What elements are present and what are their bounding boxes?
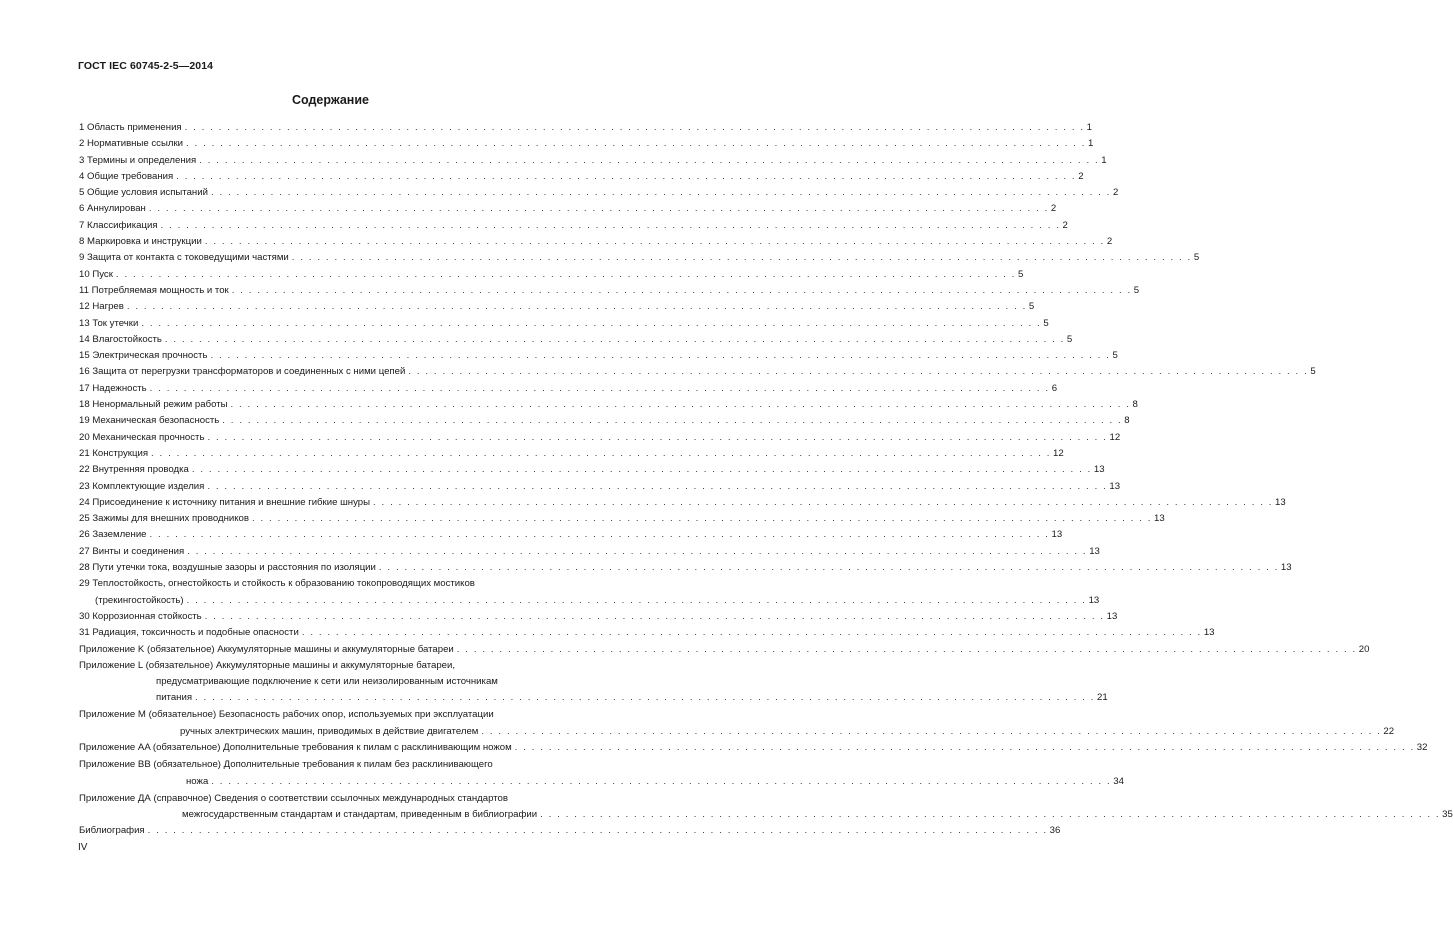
toc-entry-text: 17 Надежность: [79, 382, 147, 394]
toc-leader-dots: . . . . . . . . . . . . . . . . . . . . . . . . . . . . . . . . . . . . . . . . . . . . . . . . . . . . . . . . . . . . . . . . . . . . . . . . . . . . . . . . . . . . . . . . . . . . . . . . . . . . . . . . . .: [456, 643, 1357, 655]
toc-entry-text: 29 Теплостойкость, огнестойкость и стойкость к образованию токопроводящих мостиков: [79, 578, 475, 590]
toc-leader-dots: . . . . . . . . . . . . . . . . . . . . . . . . . . . . . . . . . . . . . . . . . . . . . . . . . . . . . . . . . . . . . . . . . . . . . . . . . . . . . . . . . . . . . . . . . . . . . . . . . . . . . . . . . .: [251, 513, 1152, 525]
toc-leader-dots: . . . . . . . . . . . . . . . . . . . . . . . . . . . . . . . . . . . . . . . . . . . . . . . . . . . . . . . . . . . . . . . . . . . . . . . . . . . . . . . . . . . . . . . . . . . . . . . . . . . . . . . . . .: [540, 808, 1441, 820]
toc-entry-text: Приложение BB (обязательное) Дополнительные требования к пилам без расклинивающего: [79, 759, 493, 771]
toc-entry-text-cont: предусматривающие подключение к сети или неизолированным источникам: [156, 676, 498, 688]
toc-leader-dots: . . . . . . . . . . . . . . . . . . . . . . . . . . . . . . . . . . . . . . . . . . . . . . . . . . . . . . . . . . . . . . . . . . . . . . . . . . . . . . . . . . . . . . . . . . . . . . . . . . . . . . . . . .: [191, 464, 1092, 476]
page-number-footer: IV: [78, 842, 88, 853]
toc-page-number: 5: [1066, 333, 1073, 345]
toc-entry-text: 6 Аннулирован: [79, 203, 146, 215]
toc-page-number: 13: [1280, 562, 1292, 574]
toc-page-number: 5: [1028, 301, 1035, 313]
toc-entry-text: Приложение L (обязательное) Аккумуляторные машины и аккумуляторные батареи,: [79, 659, 456, 671]
toc-leader-dots: . . . . . . . . . . . . . . . . . . . . . . . . . . . . . . . . . . . . . . . . . . . . . . . . . . . . . . . . . . . . . . . . . . . . . . . . . . . . . . . . . . . . . . . . . . . . . . . . . . . . . . . . . .: [149, 529, 1050, 541]
toc-entry-text: 25 Зажимы для внешних проводников: [79, 513, 249, 525]
toc-leader-dots: . . . . . . . . . . . . . . . . . . . . . . . . . . . . . . . . . . . . . . . . . . . . . . . . . . . . . . . . . . . . . . . . . . . . . . . . . . . . . . . . . . . . . . . . . . . . . . . . . . . . . . . . . .: [186, 138, 1087, 150]
toc-entry-text: 10 Пуск: [79, 268, 113, 280]
toc-entry-text: 13 Ток утечки: [79, 317, 139, 329]
toc-entry[interactable]: [79, 348, 1118, 364]
toc-entry[interactable]: [79, 544, 1100, 560]
toc-entry-text: 4 Общие требования: [79, 170, 174, 182]
table-of-contents: [79, 120, 1453, 839]
toc-entry[interactable]: [79, 218, 1068, 234]
toc-page-number: 13: [1106, 610, 1118, 622]
toc-entry-text: 28 Пути утечки тока, воздушные зазоры и расстояния по изоляции: [79, 562, 376, 574]
toc-entry-29[interactable]: [79, 576, 1100, 609]
toc-leader-dots: . . . . . . . . . . . . . . . . . . . . . . . . . . . . . . . . . . . . . . . . . . . . . . . . . . . . . . . . . . . . . . . . . . . . . . . . . . . . . . . . . . . . . . . . . . . . . . . . . . . . . . . . . .: [187, 545, 1088, 557]
toc-leader-dots: . . . . . . . . . . . . . . . . . . . . . . . . . . . . . . . . . . . . . . . . . . . . . . . . . . . . . . . . . . . . . . . . . . . . . . . . . . . . . . . . . . . . . . . . . . . . . . . . . . . . . . . . . .: [207, 480, 1108, 492]
toc-entry[interactable]: [79, 446, 1064, 462]
toc-entry[interactable]: [79, 169, 1084, 185]
toc-leader-dots: . . . . . . . . . . . . . . . . . . . . . . . . . . . . . . . . . . . . . . . . . . . . . . . . . . . . . . . . . . . . . . . . . . . . . . . . . . . . . . . . . . . . . . . . . . . . . . . . . . . . . . . . . .: [184, 122, 1085, 133]
toc-page-number: 34: [1113, 775, 1124, 787]
toc-leader-dots: . . . . . . . . . . . . . . . . . . . . . . . . . . . . . . . . . . . . . . . . . . . . . . . . . . . . . . . . . . . . . . . . . . . . . . . . . . . . . . . . . . . . . . . . . . . . . . . . . . . . . . . . . .: [210, 350, 1111, 362]
toc-page-number: 13: [1089, 545, 1100, 557]
toc-entry[interactable]: [79, 430, 1121, 446]
toc-leader-dots: . . . . . . . . . . . . . . . . . . . . . . . . . . . . . . . . . . . . . . . . . . . . . . . . . . . . . . . . . . . . . . . . . . . . . . . . . . . . . . . . . . . . . . . . . . . . . . . . . . . . . . . . . .: [481, 725, 1382, 737]
toc-entry-text: 19 Механическая безопасность: [79, 415, 220, 427]
toc-entry[interactable]: [79, 201, 1057, 217]
toc-page-number: 1: [1088, 138, 1094, 150]
toc-entry[interactable]: [79, 316, 1049, 332]
toc-entry[interactable]: [79, 642, 1370, 658]
toc-leader-dots: . . . . . . . . . . . . . . . . . . . . . . . . . . . . . . . . . . . . . . . . . . . . . . . . . . . . . . . . . . . . . . . . . . . . . . . . . . . . . . . . . . . . . . . . . . . . . . . . . . . . . . . . . .: [222, 415, 1123, 427]
toc-page-number: 21: [1097, 692, 1108, 704]
toc-leader-dots: . . . . . . . . . . . . . . . . . . . . . . . . . . . . . . . . . . . . . . . . . . . . . . . . . . . . . . . . . . . . . . . . . . . . . . . . . . . . . . . . . . . . . . . . . . . . . . . . . . . . . . . . . .: [204, 236, 1105, 248]
toc-page-number: 5: [1310, 366, 1316, 378]
toc-page-number: 12: [1053, 447, 1064, 459]
toc-entry-annex-l[interactable]: [79, 658, 1108, 707]
toc-leader-dots: . . . . . . . . . . . . . . . . . . . . . . . . . . . . . . . . . . . . . . . . . . . . . . . . . . . . . . . . . . . . . . . . . . . . . . . . . . . . . . . . . . . . . . . . . . . . . . . . . . . . . . . . . .: [199, 154, 1100, 166]
toc-entry[interactable]: [79, 299, 1035, 315]
toc-entry-text: 2 Нормативные ссылки: [79, 138, 184, 150]
toc-entry-text: 30 Коррозионная стойкость: [79, 610, 202, 622]
toc-entry-text: Приложение AA (обязательное) Дополнительные требования к пилам с расклинивающим ножом: [79, 742, 512, 754]
toc-entry[interactable]: [79, 511, 1165, 527]
toc-entry[interactable]: [79, 283, 1140, 299]
toc-page-number: 6: [1051, 382, 1058, 394]
toc-page-number: 22: [1383, 725, 1395, 737]
toc-entry[interactable]: [79, 397, 1138, 413]
toc-entry-text: 26 Заземление: [79, 529, 147, 541]
toc-page-number: 13: [1154, 513, 1165, 525]
toc-entries-sections: [79, 120, 1316, 576]
toc-entry[interactable]: [79, 462, 1105, 478]
toc-leader-dots: . . . . . . . . . . . . . . . . . . . . . . . . . . . . . . . . . . . . . . . . . . . . . . . . . . . . . . . . . . . . . . . . . . . . . . . . . . . . . . . . . . . . . . . . . . . . . . . . . . . . . . . . . .: [210, 187, 1111, 199]
toc-entry-text: 12 Нагрев: [79, 301, 124, 313]
toc-page-number: 2: [1106, 236, 1113, 248]
toc-leader-dots: . . . . . . . . . . . . . . . . . . . . . . . . . . . . . . . . . . . . . . . . . . . . . . . . . . . . . . . . . . . . . . . . . . . . . . . . . . . . . . . . . . . . . . . . . . . . . . . . . . . . . . . . . .: [164, 333, 1065, 345]
toc-page-number: 13: [1088, 594, 1100, 606]
toc-entry[interactable]: [79, 381, 1058, 397]
toc-entry-annex-m[interactable]: [79, 707, 1395, 740]
page-title: Содержание: [291, 93, 369, 107]
toc-entry-text: 18 Ненормальный режим работы: [79, 399, 228, 411]
toc-entry[interactable]: [79, 250, 1200, 266]
toc-leader-dots: . . . . . . . . . . . . . . . . . . . . . . . . . . . . . . . . . . . . . . . . . . . . . . . . . . . . . . . . . . . . . . . . . . . . . . . . . . . . . . . . . . . . . . . . . . . . . . . . . . . . . . . . . .: [231, 284, 1132, 296]
toc-page-number: 1: [1101, 154, 1107, 166]
toc-page-number: 5: [1043, 317, 1049, 329]
toc-leader-dots: . . . . . . . . . . . . . . . . . . . . . . . . . . . . . . . . . . . . . . . . . . . . . . . . . . . . . . . . . . . . . . . . . . . . . . . . . . . . . . . . . . . . . . . . . . . . . . . . . . . . . . . . . .: [378, 562, 1279, 574]
toc-entry-text-cont: ручных электрических машин, приводимых в действие двигателем: [180, 725, 479, 737]
toc-entry-text: Приложение ДА (справочное) Сведения о соответствии ссылочных международных стандартов: [79, 792, 508, 804]
toc-entry-text: 24 Присоединение к источнику питания и внешние гибкие шнуры: [79, 496, 371, 508]
toc-page-number: 20: [1358, 643, 1370, 655]
toc-entry-text: 23 Комплектующие изделия: [79, 480, 205, 492]
toc-entry-text: 5 Общие условия испытаний: [79, 187, 208, 199]
toc-entry-text: 11 Потребляемая мощность и ток: [79, 284, 229, 296]
toc-entry-text: 27 Винты и соединения: [79, 545, 185, 557]
toc-page-number: 5: [1133, 284, 1140, 296]
toc-entry[interactable]: [79, 625, 1215, 641]
toc-leader-dots: . . . . . . . . . . . . . . . . . . . . . . . . . . . . . . . . . . . . . . . . . . . . . . . . . . . . . . . . . . . . . . . . . . . . . . . . . . . . . . . . . . . . . . . . . . . . . . . . . . . . . . . . . .: [115, 268, 1016, 280]
toc-page-number: 13: [1051, 529, 1063, 541]
toc-leader-dots: . . . . . . . . . . . . . . . . . . . . . . . . . . . . . . . . . . . . . . . . . . . . . . . . . . . . . . . . . . . . . . . . . . . . . . . . . . . . . . . . . . . . . . . . . . . . . . . . . . . . . . . . . .: [148, 203, 1049, 215]
toc-page-number: 5: [1112, 350, 1118, 362]
toc-page-number: 2: [1078, 170, 1084, 182]
toc-entry-text: Библиография: [79, 825, 145, 837]
toc-entry-text: 15 Электрическая прочность: [79, 350, 208, 362]
toc-entry-annex-bb[interactable]: [79, 757, 1124, 790]
toc-leader-dots: . . . . . . . . . . . . . . . . . . . . . . . . . . . . . . . . . . . . . . . . . . . . . . . . . . . . . . . . . . . . . . . . . . . . . . . . . . . . . . . . . . . . . . . . . . . . . . . . . . . . . . . . . .: [207, 431, 1108, 443]
toc-entry[interactable]: [79, 479, 1121, 495]
toc-entry[interactable]: [79, 413, 1130, 429]
toc-entry-text: 7 Классификация: [79, 219, 158, 231]
toc-entry-text: 20 Механическая прочность: [79, 431, 205, 443]
toc-entry[interactable]: [79, 560, 1292, 576]
toc-entry-text: 3 Термины и определения: [79, 154, 197, 166]
toc-page-number: 13: [1275, 496, 1286, 508]
toc-entry-bibliography[interactable]: [79, 823, 1061, 839]
toc-page-number: 13: [1203, 627, 1215, 639]
toc-leader-dots: . . . . . . . . . . . . . . . . . . . . . . . . . . . . . . . . . . . . . . . . . . . . . . . . . . . . . . . . . . . . . . . . . . . . . . . . . . . . . . . . . . . . . . . . . . . . . . . . . . . . . . . . . .: [204, 610, 1105, 622]
toc-page-number: 35: [1442, 808, 1453, 820]
toc-entry-text-cont: ножа: [186, 775, 209, 787]
toc-leader-dots: . . . . . . . . . . . . . . . . . . . . . . . . . . . . . . . . . . . . . . . . . . . . . . . . . . . . . . . . . . . . . . . . . . . . . . . . . . . . . . . . . . . . . . . . . . . . . . . . . . . . . . . . . .: [230, 399, 1131, 411]
toc-entry[interactable]: [79, 136, 1094, 152]
toc-page-number: 5: [1017, 268, 1024, 280]
toc-entry-text: 9 Защита от контакта с токоведущими частями: [79, 252, 289, 264]
toc-entry-text: 31 Радиация, токсичность и подобные опасности: [79, 627, 299, 639]
toc-page-number: 13: [1093, 464, 1105, 476]
toc-page-number: 2: [1112, 187, 1119, 199]
toc-entry[interactable]: [79, 609, 1118, 625]
toc-page-number: 1: [1086, 122, 1092, 133]
toc-entry[interactable]: [79, 234, 1113, 250]
toc-entry-text: Приложение М (обязательное) Безопасность рабочих опор, используемых при эксплуатации: [79, 709, 494, 721]
toc-leader-dots: . . . . . . . . . . . . . . . . . . . . . . . . . . . . . . . . . . . . . . . . . . . . . . . . . . . . . . . . . . . . . . . . . . . . . . . . . . . . . . . . . . . . . . . . . . . . . . . . . . . . . . . . . .: [176, 170, 1077, 182]
toc-page-number: 36: [1049, 825, 1061, 837]
document-header: ГОСТ IEC 60745-2-5—2014: [78, 60, 214, 72]
toc-leader-dots: . . . . . . . . . . . . . . . . . . . . . . . . . . . . . . . . . . . . . . . . . . . . . . . . . . . . . . . . . . . . . . . . . . . . . . . . . . . . . . . . . . . . . . . . . . . . . . . . . . . . . . . . . .: [141, 317, 1042, 329]
toc-leader-dots: . . . . . . . . . . . . . . . . . . . . . . . . . . . . . . . . . . . . . . . . . . . . . . . . . . . . . . . . . . . . . . . . . . . . . . . . . . . . . . . . . . . . . . . . . . . . . . . . . . . . . . . . . .: [291, 252, 1192, 264]
toc-entry[interactable]: [79, 267, 1024, 283]
toc-entry[interactable]: [79, 120, 1092, 136]
toc-entry[interactable]: [79, 495, 1286, 511]
toc-leader-dots: . . . . . . . . . . . . . . . . . . . . . . . . . . . . . . . . . . . . . . . . . . . . . . . . . . . . . . . . . . . . . . . . . . . . . . . . . . . . . . . . . . . . . . . . . . . . . . . . . . . . . . . . . .: [301, 627, 1202, 639]
toc-page-number: 5: [1193, 252, 1200, 264]
toc-page-number: 8: [1132, 399, 1138, 411]
toc-leader-dots: . . . . . . . . . . . . . . . . . . . . . . . . . . . . . . . . . . . . . . . . . . . . . . . . . . . . . . . . . . . . . . . . . . . . . . . . . . . . . . . . . . . . . . . . . . . . . . . . . . . . . . . . . .: [126, 301, 1027, 313]
toc-entry[interactable]: [79, 527, 1063, 543]
toc-leader-dots: . . . . . . . . . . . . . . . . . . . . . . . . . . . . . . . . . . . . . . . . . . . . . . . . . . . . . . . . . . . . . . . . . . . . . . . . . . . . . . . . . . . . . . . . . . . . . . . . . . . . . . . . . .: [408, 366, 1309, 378]
toc-entry-text: 1 Область применения: [79, 122, 182, 133]
toc-entry-text: Приложение K (обязательное) Аккумуляторные машины и аккумуляторные батареи: [79, 643, 454, 655]
toc-leader-dots: . . . . . . . . . . . . . . . . . . . . . . . . . . . . . . . . . . . . . . . . . . . . . . . . . . . . . . . . . . . . . . . . . . . . . . . . . . . . . . . . . . . . . . . . . . . . . . . . . . . . . . . . . .: [211, 775, 1112, 787]
toc-leader-dots: . . . . . . . . . . . . . . . . . . . . . . . . . . . . . . . . . . . . . . . . . . . . . . . . . . . . . . . . . . . . . . . . . . . . . . . . . . . . . . . . . . . . . . . . . . . . . . . . . . . . . . . . . .: [160, 219, 1061, 231]
toc-leader-dots: . . . . . . . . . . . . . . . . . . . . . . . . . . . . . . . . . . . . . . . . . . . . . . . . . . . . . . . . . . . . . . . . . . . . . . . . . . . . . . . . . . . . . . . . . . . . . . . . . . . . . . . . . .: [147, 825, 1048, 837]
toc-entry-text-cont: межгосударственным стандартам и стандартам, приведенным в библиографии: [182, 808, 538, 820]
toc-leader-dots: . . . . . . . . . . . . . . . . . . . . . . . . . . . . . . . . . . . . . . . . . . . . . . . . . . . . . . . . . . . . . . . . . . . . . . . . . . . . . . . . . . . . . . . . . . . . . . . . . . . . . . . . . .: [186, 594, 1087, 606]
toc-entries-more: [79, 609, 1370, 658]
toc-page-number: 2: [1062, 219, 1068, 231]
toc-entry-text: 21 Конструкция: [79, 447, 149, 459]
toc-leader-dots: . . . . . . . . . . . . . . . . . . . . . . . . . . . . . . . . . . . . . . . . . . . . . . . . . . . . . . . . . . . . . . . . . . . . . . . . . . . . . . . . . . . . . . . . . . . . . . . . . . . . . . . . . .: [151, 447, 1052, 459]
toc-entry-text: 8 Маркировка и инструкции: [79, 236, 202, 248]
toc-page-number: 12: [1109, 431, 1121, 443]
toc-entry[interactable]: [79, 153, 1107, 169]
toc-entry[interactable]: [79, 332, 1073, 348]
toc-entry[interactable]: [79, 185, 1119, 201]
toc-entry-annex-aa[interactable]: [79, 740, 1428, 756]
toc-leader-dots: . . . . . . . . . . . . . . . . . . . . . . . . . . . . . . . . . . . . . . . . . . . . . . . . . . . . . . . . . . . . . . . . . . . . . . . . . . . . . . . . . . . . . . . . . . . . . . . . . . . . . . . . . .: [149, 382, 1050, 394]
toc-leader-dots: . . . . . . . . . . . . . . . . . . . . . . . . . . . . . . . . . . . . . . . . . . . . . . . . . . . . . . . . . . . . . . . . . . . . . . . . . . . . . . . . . . . . . . . . . . . . . . . . . . . . . . . . . .: [195, 692, 1096, 704]
toc-leader-dots: . . . . . . . . . . . . . . . . . . . . . . . . . . . . . . . . . . . . . . . . . . . . . . . . . . . . . . . . . . . . . . . . . . . . . . . . . . . . . . . . . . . . . . . . . . . . . . . . . . . . . . . . . .: [514, 742, 1415, 754]
toc-page-number: 2: [1050, 203, 1057, 215]
toc-leader-dots: . . . . . . . . . . . . . . . . . . . . . . . . . . . . . . . . . . . . . . . . . . . . . . . . . . . . . . . . . . . . . . . . . . . . . . . . . . . . . . . . . . . . . . . . . . . . . . . . . . . . . . . . . .: [373, 496, 1274, 508]
toc-entry-annex-da[interactable]: [79, 791, 1453, 824]
toc-entry-text: 16 Защита от перегрузки трансформаторов и соединенных с ними цепей: [79, 366, 406, 378]
toc-entry-text: 14 Влагостойкость: [79, 333, 162, 345]
toc-entry[interactable]: [79, 364, 1316, 380]
toc-page-number: 13: [1109, 480, 1121, 492]
toc-entry-text-cont: питания: [156, 692, 193, 704]
toc-entry-text-cont: (трекингостойкость): [95, 594, 184, 606]
toc-entry-text: 22 Внутренняя проводка: [79, 464, 189, 476]
toc-page-number: 32: [1416, 742, 1428, 754]
toc-page-number: 8: [1124, 415, 1130, 427]
